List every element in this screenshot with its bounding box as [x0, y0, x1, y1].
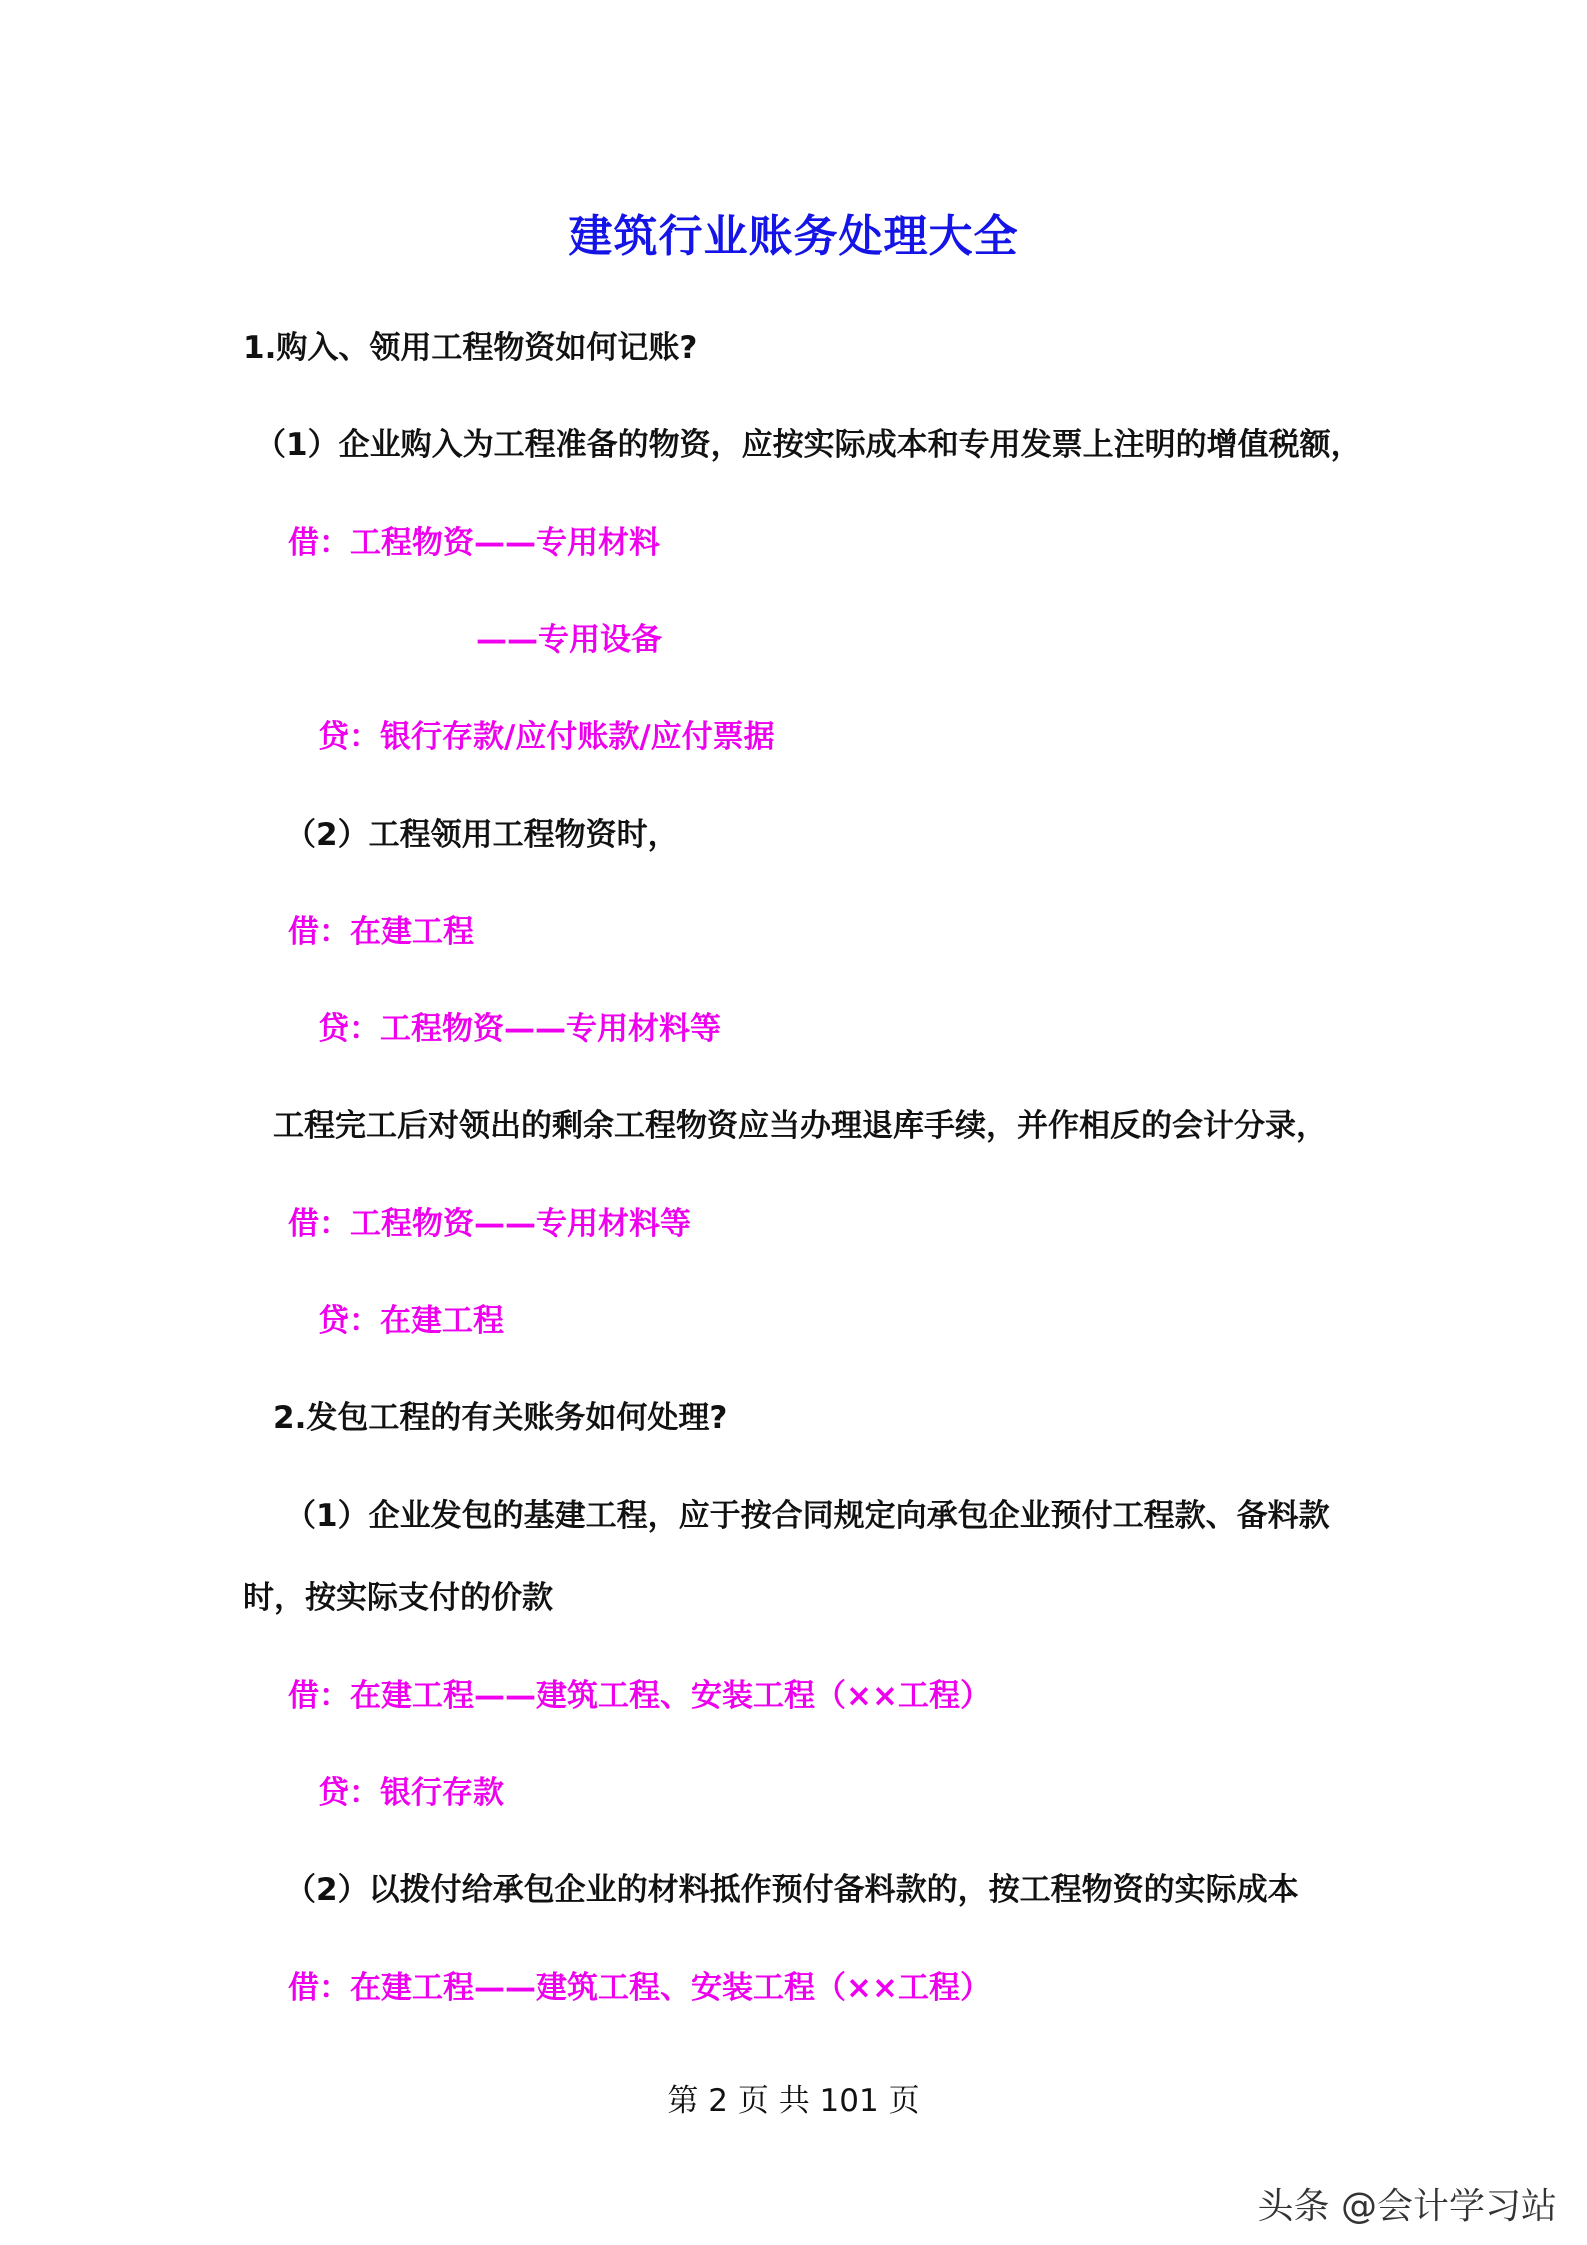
- heading-1: 1.购入、领用工程物资如何记账?: [243, 330, 698, 366]
- paragraph-1-1: （1）企业购入为工程准备的物资，应按实际成本和专用发票上注明的增值税额，: [255, 427, 1362, 463]
- credit-entry: 贷：银行存款/应付账款/应付票据: [318, 719, 775, 755]
- heading-2: 2.发包工程的有关账务如何处理?: [273, 1400, 728, 1436]
- paragraph-1-2: （2）工程领用工程物资时，: [285, 817, 679, 853]
- credit-entry: 贷：工程物资——专用材料等: [318, 1011, 721, 1047]
- debit-entry: 借：在建工程: [288, 914, 474, 950]
- paragraph-2-1: （1）企业发包的基建工程，应于按合同规定向承包企业预付工程款、备料款: [285, 1498, 1330, 1534]
- paragraph-2-1-cont: 时，按实际支付的价款: [243, 1580, 553, 1616]
- debit-entry: 借：在建工程——建筑工程、安装工程（××工程）: [288, 1678, 991, 1714]
- page-number: 第 2 页 共 101 页: [667, 2083, 920, 2119]
- paragraph-2-2: （2）以拨付给承包企业的材料抵作预付备料款的，按工程物资的实际成本: [285, 1872, 1299, 1908]
- debit-entry: 借：工程物资——专用材料等: [288, 1206, 691, 1242]
- credit-entry: 贷：在建工程: [318, 1303, 504, 1339]
- page-title: 建筑行业账务处理大全: [568, 211, 1019, 262]
- debit-entry-sub: ——专用设备: [476, 622, 662, 658]
- watermark: 头条 @会计学习站: [1257, 2186, 1557, 2227]
- debit-entry: 借：在建工程——建筑工程、安装工程（××工程）: [288, 1970, 991, 2006]
- paragraph-1-3: 工程完工后对领出的剩余工程物资应当办理退库手续，并作相反的会计分录，: [273, 1108, 1327, 1144]
- credit-entry: 贷：银行存款: [318, 1775, 504, 1811]
- debit-entry: 借：工程物资——专用材料: [288, 525, 660, 561]
